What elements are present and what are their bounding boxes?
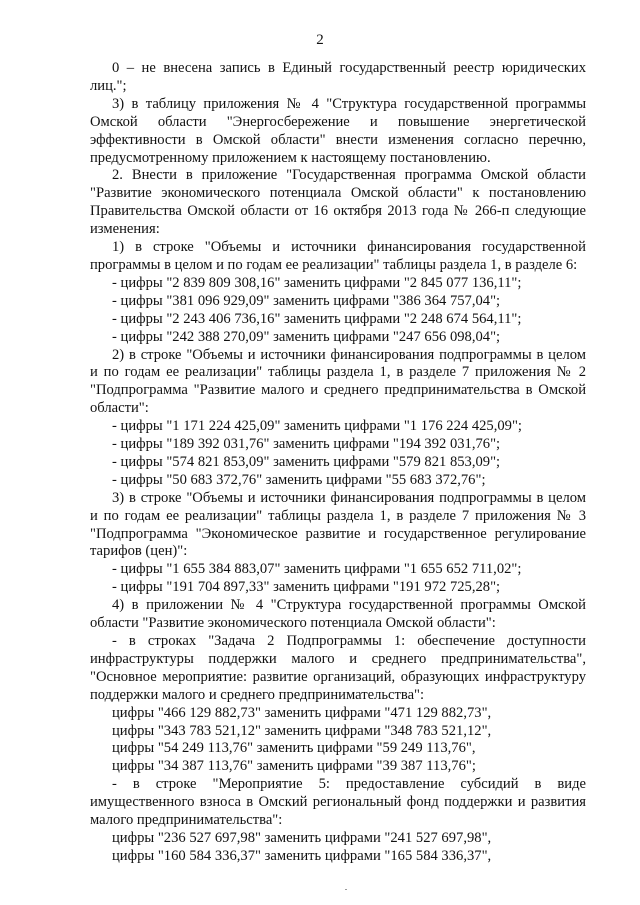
paragraph: - цифры "574 821 853,09" заменить цифрами "579 821 853,09"; (112, 453, 501, 470)
paragraph: - цифры "191 704 897,33" заменить цифрами "191 972 725,28"; (112, 579, 501, 596)
scan-artifact (345, 889, 347, 890)
paragraph: - цифры "2 839 809 308,16" заменить цифрами "2 845 077 136,11"; (112, 274, 522, 291)
paragraph: цифры "343 783 521,12" заменить цифрами "348 783 521,12", (112, 722, 492, 739)
paragraph: - цифры "242 388 270,09" заменить цифрами "247 656 098,04"; (112, 328, 501, 345)
document-body (90, 60, 586, 866)
paragraph: 1) в строке "Объемы и источники финансирования государственной программы в целом и по годам ее реализации" таблицы раздела 1, в разделе 6: (90, 239, 586, 273)
paragraph: цифры "236 527 697,98" заменить цифрами "241 527 697,98", (112, 829, 492, 846)
paragraph: - цифры "1 171 224 425,09" заменить цифрами "1 176 224 425,09"; (112, 418, 522, 435)
paragraph: - цифры "381 096 929,09" заменить цифрами "386 364 757,04"; (112, 292, 501, 309)
paragraph: - цифры "1 655 384 883,07" заменить цифрами "1 655 652 711,02"; (112, 561, 522, 578)
paragraph: 2. Внести в приложение "Государственная программа Омской области "Развитие экономического потенциала Омской области" к постановлению Правительства Омской области от 16 октября 2013 года № 266-п следующие изменения: (90, 167, 586, 238)
paragraph: цифры "54 249 113,76" заменить цифрами "59 249 113,76", (112, 740, 476, 757)
paragraph: цифры "34 387 113,76" заменить цифрами "39 387 113,76"; (112, 758, 476, 775)
paragraph: - в строках "Задача 2 Подпрограммы 1: обеспечение доступности инфраструктуры поддержки малого и среднего предпринимательства", "Основное мероприятие: развитие организаций, образующих инфраструктуру поддержки малого и среднего предпринимательства": (90, 633, 586, 703)
paragraph: - цифры "189 392 031,76" заменить цифрами "194 392 031,76"; (112, 436, 501, 453)
paragraph: 2) в строке "Объемы и источники финансирования подпрограммы в целом и по годам ее реализации" таблицы раздела 1, в разделе 7 приложения № 2 "Подпрограмма "Развитие малого и среднего предпринимательства в Омской области": (90, 346, 586, 417)
paragraph: - в строке "Мероприятие 5: предоставление субсидий в виде имущественного взноса в Омский региональный фонд поддержки и развития малого предпринимательства": (90, 776, 586, 829)
paragraph: цифры "160 584 336,37" заменить цифрами "165 584 336,37", (112, 847, 492, 864)
paragraph: 3) в таблицу приложения № 4 "Структура государственной программы Омской области "Энергосбережение и повышение энергетической эффективности в Омской области" внести изменения согласно перечню, предусмотренному приложением к настоящему постановлению. (90, 95, 586, 166)
paragraph: 0 – не внесена запись в Единый государственный реестр юридических лиц."; (90, 60, 586, 94)
paragraph: 4) в приложении № 4 "Структура государственной программы Омской области "Развитие экономического потенциала Омской области": (90, 597, 586, 632)
paragraph: 3) в строке "Объемы и источники финансирования подпрограммы в целом и по годам ее реализации" таблицы раздела 1, в разделе 7 приложения № 3 "Подпрограмма "Экономическое развитие и государственное регулирование тарифов (цен)": (90, 489, 586, 560)
page-number: 2 (316, 32, 324, 48)
paragraph: - цифры "50 683 372,76" заменить цифрами "55 683 372,76"; (112, 471, 486, 488)
paragraph: цифры "466 129 882,73" заменить цифрами "471 129 882,73", (112, 704, 492, 721)
paragraph: - цифры "2 243 406 736,16" заменить цифрами "2 248 674 564,11"; (112, 310, 522, 327)
